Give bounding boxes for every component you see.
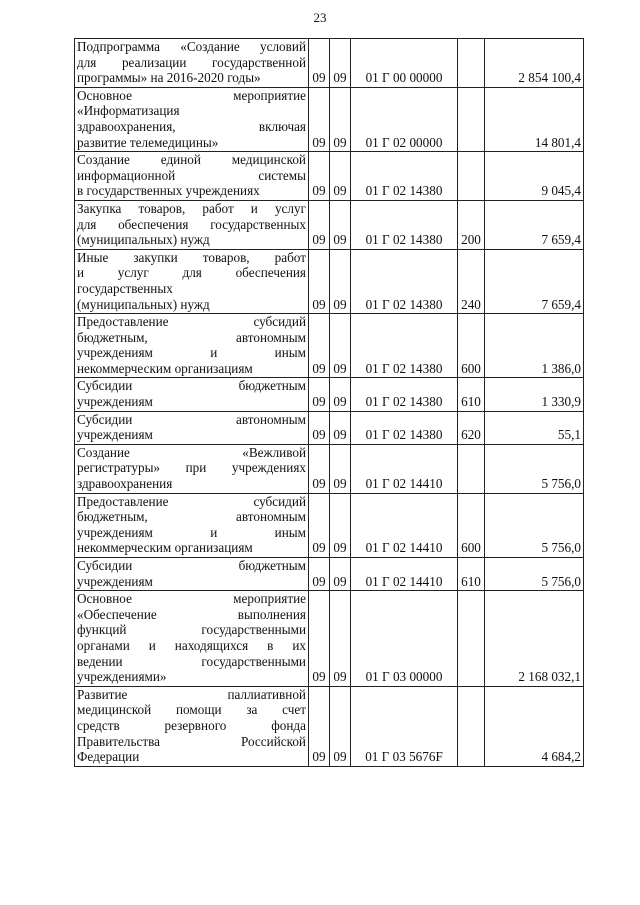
item-name-line: учреждениям — [77, 394, 153, 410]
subsection-code-cell: 09 — [330, 39, 351, 88]
target-article-cell: 01 Г 02 14380 — [351, 378, 458, 411]
item-name-cell — [75, 686, 309, 766]
amount-cell: 7 659,4 — [485, 200, 584, 249]
item-name-line: Иные закупки товаров, работ — [77, 249, 306, 265]
target-article-cell: 01 Г 02 14380 — [351, 411, 458, 444]
item-name-line: Подпрограмма «Создание условий — [77, 39, 306, 54]
expense-type-cell: 240 — [458, 249, 485, 313]
table-row — [75, 314, 584, 378]
subsection-code-cell: 09 — [330, 591, 351, 687]
item-name-line: и услуг для обеспечения — [77, 265, 306, 281]
section-code-cell: 09 — [309, 493, 330, 557]
expense-type-cell — [458, 591, 485, 687]
target-article-cell: 01 Г 02 14410 — [351, 558, 458, 591]
item-name-line: бюджетным, автономным — [77, 509, 306, 525]
item-name-cell — [75, 152, 309, 201]
subsection-code-cell: 09 — [330, 87, 351, 151]
table-row — [75, 249, 584, 313]
section-code-cell: 09 — [309, 411, 330, 444]
expense-type-cell — [458, 686, 485, 766]
target-article-cell: 01 Г 00 00000 — [351, 39, 458, 88]
table-row — [75, 686, 584, 766]
amount-cell: 4 684,2 — [485, 686, 584, 766]
target-article-cell: 01 Г 02 14380 — [351, 314, 458, 378]
subsection-code-cell: 09 — [330, 411, 351, 444]
expense-type-cell — [458, 152, 485, 201]
expense-type-cell: 610 — [458, 558, 485, 591]
amount-cell: 14 801,4 — [485, 87, 584, 151]
subsection-code-cell: 09 — [330, 314, 351, 378]
amount-cell: 1 330,9 — [485, 378, 584, 411]
item-name-line: учреждениями» — [77, 669, 167, 685]
amount-cell: 5 756,0 — [485, 558, 584, 591]
section-code-cell: 09 — [309, 152, 330, 201]
target-article-cell: 01 Г 02 14410 — [351, 444, 458, 493]
item-name-cell — [75, 411, 309, 444]
page-number: 23 — [313, 10, 327, 25]
expense-type-cell: 620 — [458, 411, 485, 444]
item-name-line: ведении государственными — [77, 653, 306, 669]
target-article-cell: 01 Г 02 00000 — [351, 87, 458, 151]
item-name-line: «Информатизация — [77, 103, 180, 119]
item-name-cell — [75, 558, 309, 591]
table-row — [75, 39, 584, 88]
item-name-line: регистратуры» при учреждениях — [77, 460, 306, 476]
item-name-line: учреждениям и иным — [77, 345, 306, 361]
item-name-line: Основное мероприятие — [77, 591, 306, 607]
amount-cell: 2 168 032,1 — [485, 591, 584, 687]
item-name-line: Субсидии бюджетным — [77, 378, 306, 394]
subsection-code-cell: 09 — [330, 152, 351, 201]
section-code-cell: 09 — [309, 558, 330, 591]
item-name-cell — [75, 444, 309, 493]
table-row — [75, 152, 584, 201]
item-name-line: для реализации государственной — [77, 54, 306, 70]
expense-type-cell: 200 — [458, 200, 485, 249]
subsection-code-cell: 09 — [330, 558, 351, 591]
section-code-cell: 09 — [309, 200, 330, 249]
target-article-cell: 01 Г 03 00000 — [351, 591, 458, 687]
budget-table-body — [75, 39, 584, 767]
item-name-line: Федерации — [77, 749, 140, 765]
amount-cell: 2 854 100,4 — [485, 39, 584, 88]
amount-cell: 9 045,4 — [485, 152, 584, 201]
item-name-line: учреждениям и иным — [77, 524, 306, 540]
section-code-cell: 09 — [309, 444, 330, 493]
item-name-line: Правительства Российской — [77, 733, 306, 749]
item-name-line: здравоохранения, включая — [77, 118, 306, 134]
item-name-line: Создание единой медицинской — [77, 152, 306, 168]
item-name-line: Субсидии бюджетным — [77, 558, 306, 573]
table-row — [75, 591, 584, 687]
section-code-cell: 09 — [309, 249, 330, 313]
section-code-cell: 09 — [309, 314, 330, 378]
subsection-code-cell: 09 — [330, 249, 351, 313]
expense-type-cell — [458, 444, 485, 493]
section-code-cell: 09 — [309, 87, 330, 151]
item-name-line: в государственных учреждениях — [77, 183, 260, 199]
table-row — [75, 200, 584, 249]
section-code-cell: 09 — [309, 378, 330, 411]
item-name-line: государственных — [77, 280, 173, 296]
expense-type-cell — [458, 39, 485, 88]
item-name-line: программы» на 2016-2020 годы» — [77, 70, 261, 86]
item-name-line: Предоставление субсидий — [77, 493, 306, 509]
item-name-line: Основное мероприятие — [77, 87, 306, 103]
item-name-cell — [75, 493, 309, 557]
item-name-line: средств резервного фонда — [77, 717, 306, 733]
amount-cell: 7 659,4 — [485, 249, 584, 313]
amount-cell: 5 756,0 — [485, 493, 584, 557]
item-name-line: «Обеспечение выполнения — [77, 606, 306, 622]
item-name-cell — [75, 39, 309, 88]
item-name-line: развитие телемедицины» — [77, 134, 219, 150]
expense-type-cell: 610 — [458, 378, 485, 411]
item-name-cell — [75, 314, 309, 378]
budget-table — [74, 38, 584, 767]
item-name-line: функций государственными — [77, 622, 306, 638]
expense-type-cell: 600 — [458, 493, 485, 557]
item-name-line: Субсидии автономным — [77, 411, 306, 427]
item-name-line: Предоставление субсидий — [77, 314, 306, 330]
target-article-cell: 01 Г 02 14380 — [351, 200, 458, 249]
target-article-cell: 01 Г 02 14380 — [351, 152, 458, 201]
section-code-cell: 09 — [309, 591, 330, 687]
item-name-line: некоммерческим организациям — [77, 540, 253, 556]
subsection-code-cell: 09 — [330, 686, 351, 766]
table-row — [75, 411, 584, 444]
amount-cell: 1 386,0 — [485, 314, 584, 378]
item-name-cell — [75, 87, 309, 151]
target-article-cell: 01 Г 03 5676F — [351, 686, 458, 766]
table-row — [75, 493, 584, 557]
table-row — [75, 444, 584, 493]
subsection-code-cell: 09 — [330, 200, 351, 249]
item-name-cell — [75, 200, 309, 249]
item-name-line: бюджетным, автономным — [77, 329, 306, 345]
item-name-cell — [75, 591, 309, 687]
table-row — [75, 558, 584, 591]
section-code-cell: 09 — [309, 39, 330, 88]
amount-cell: 55,1 — [485, 411, 584, 444]
item-name-line: для обеспечения государственных — [77, 216, 306, 232]
target-article-cell: 01 Г 02 14410 — [351, 493, 458, 557]
table-row — [75, 378, 584, 411]
expense-type-cell: 600 — [458, 314, 485, 378]
item-name-line: (муниципальных) нужд — [77, 296, 210, 312]
expense-type-cell — [458, 87, 485, 151]
item-name-line: некоммерческим организациям — [77, 360, 253, 376]
item-name-cell — [75, 249, 309, 313]
subsection-code-cell: 09 — [330, 444, 351, 493]
item-name-cell — [75, 378, 309, 411]
item-name-line: учреждениям — [77, 427, 153, 443]
item-name-line: медицинской помощи за счет — [77, 702, 306, 718]
item-name-line: (муниципальных) нужд — [77, 232, 210, 248]
item-name-line: информационной системы — [77, 167, 306, 183]
item-name-line: органами и находящихся в их — [77, 637, 306, 653]
item-name-line: Создание «Вежливой — [77, 444, 306, 460]
item-name-line: здравоохранения — [77, 476, 173, 492]
item-name-line: Развитие паллиативной — [77, 686, 306, 702]
subsection-code-cell: 09 — [330, 378, 351, 411]
item-name-line: Закупка товаров, работ и услуг — [77, 200, 306, 216]
target-article-cell: 01 Г 02 14380 — [351, 249, 458, 313]
subsection-code-cell: 09 — [330, 493, 351, 557]
item-name-line: учреждениям — [77, 573, 153, 589]
amount-cell: 5 756,0 — [485, 444, 584, 493]
table-row — [75, 87, 584, 151]
section-code-cell: 09 — [309, 686, 330, 766]
